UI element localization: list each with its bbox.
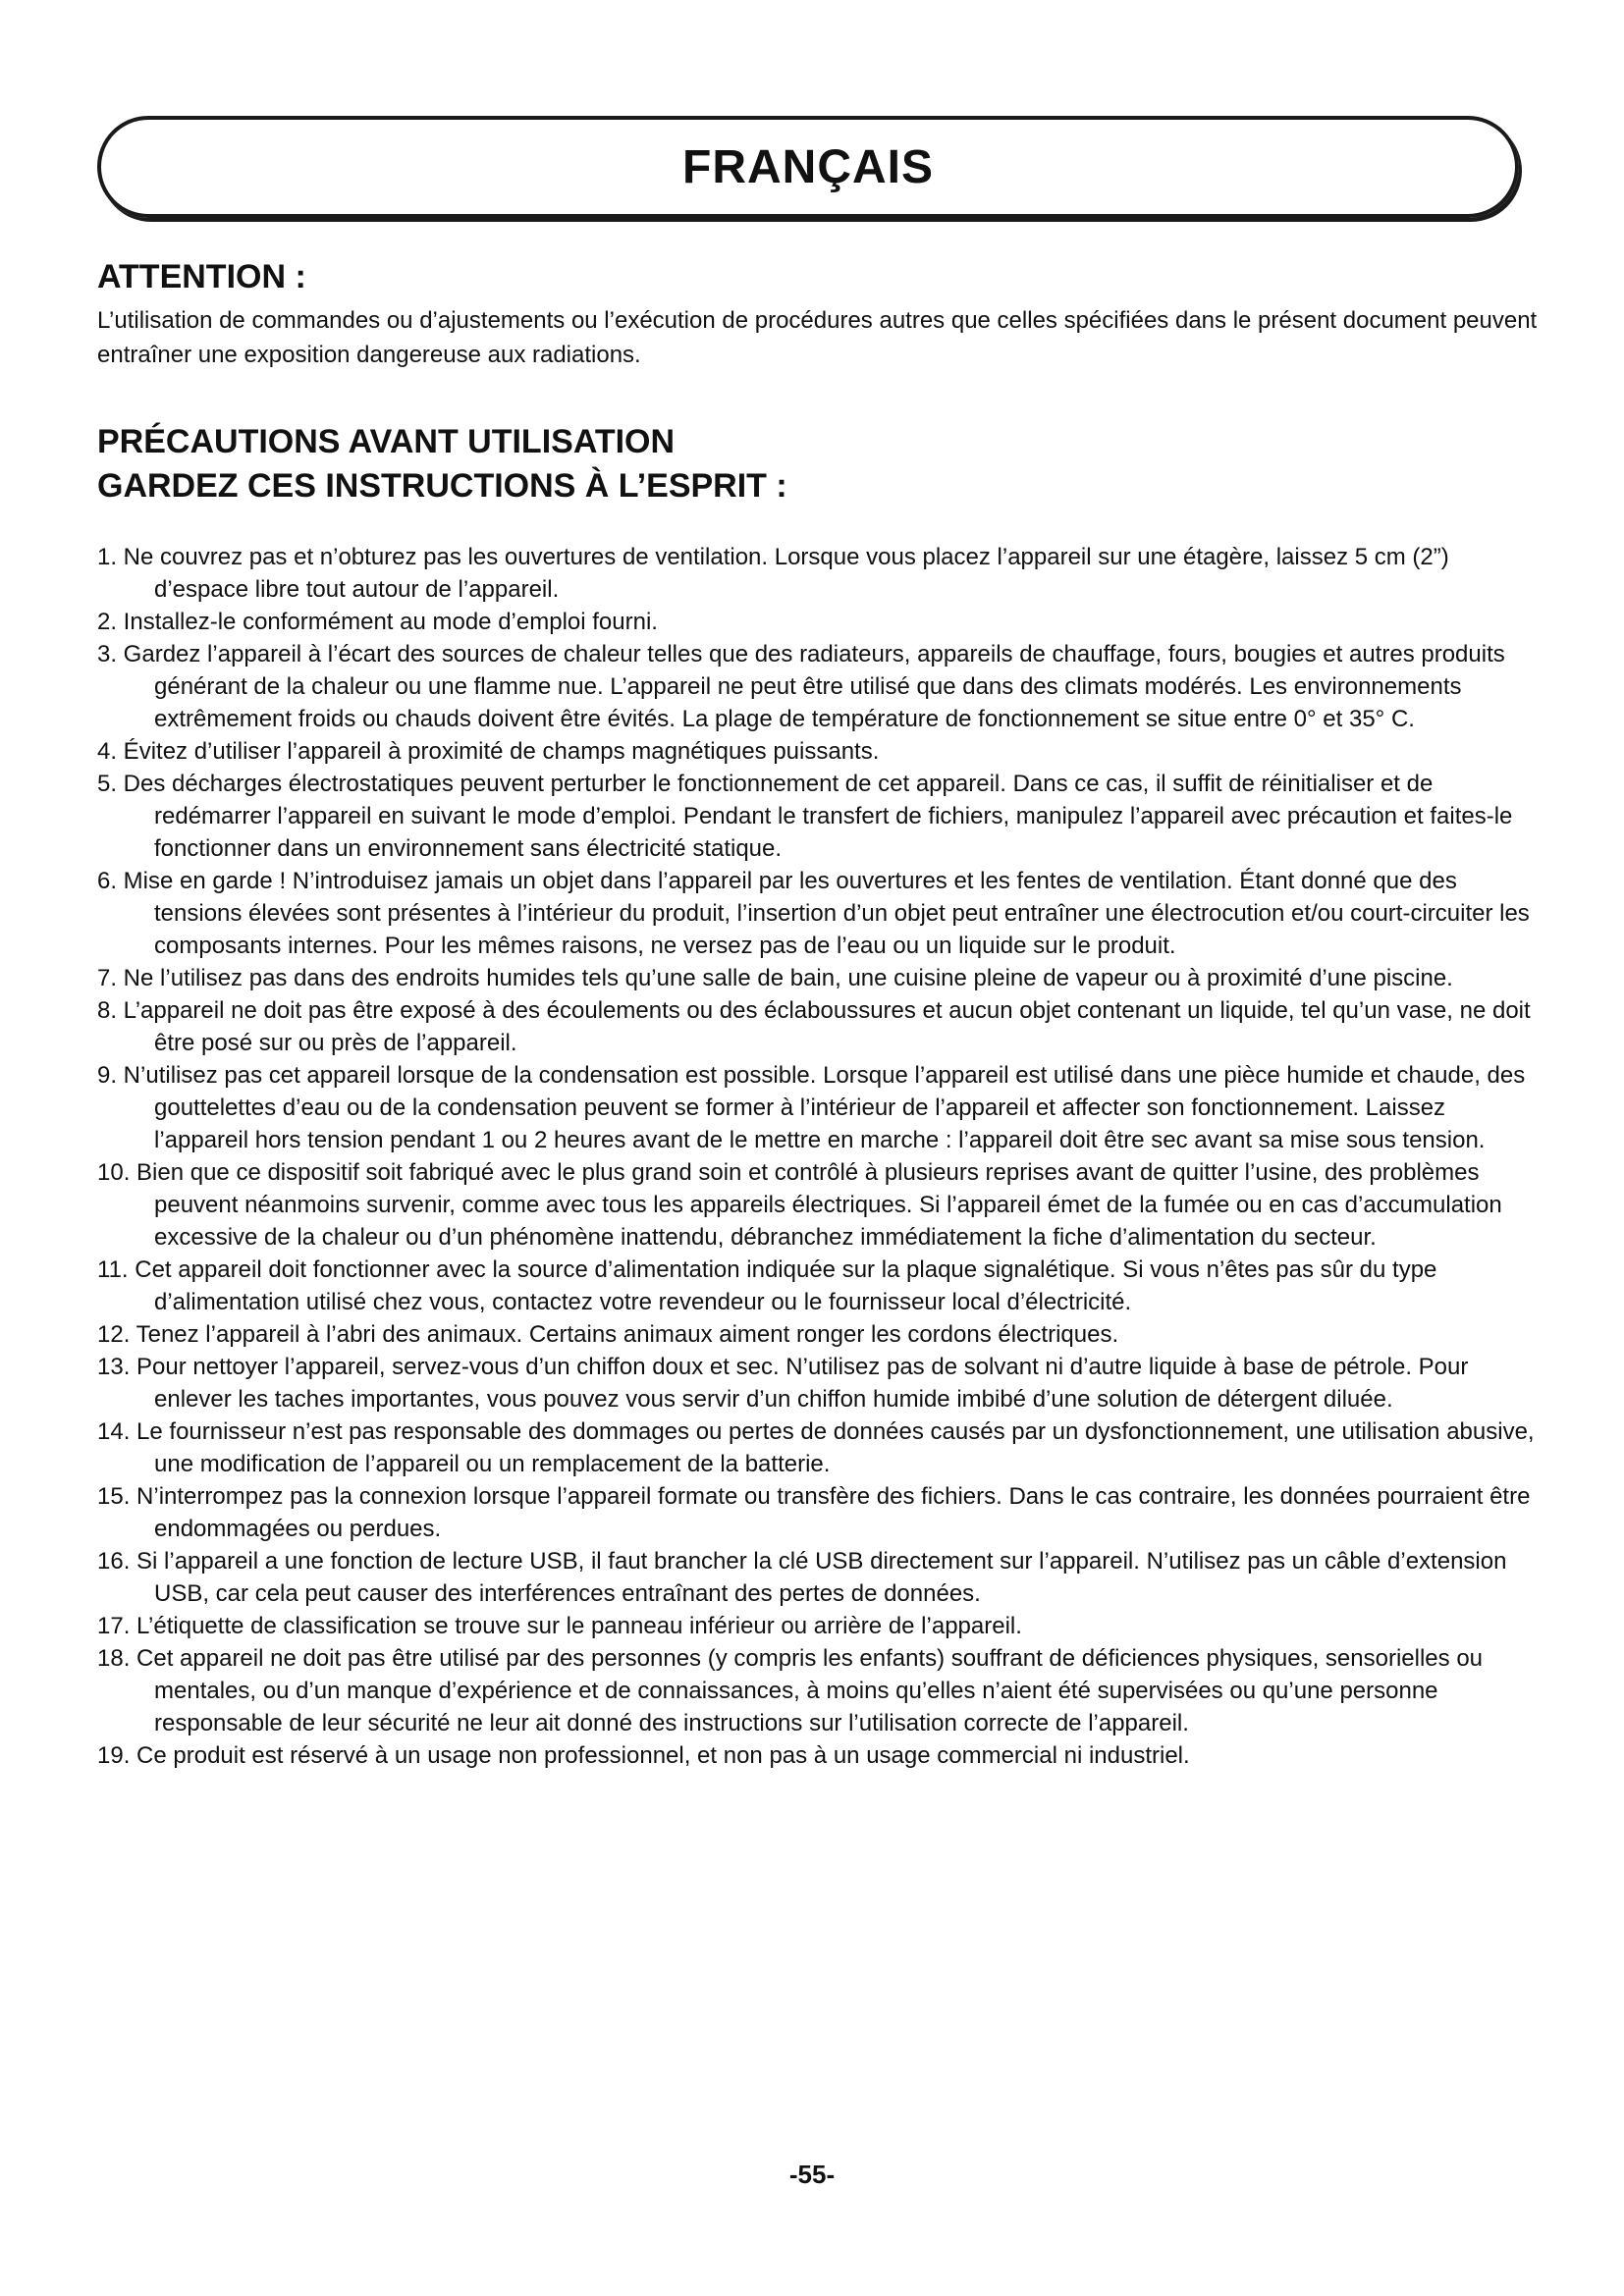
list-item: 13. Pour nettoyer l’appareil, servez-vous d’un chiffon doux et sec. N’utilisez pas de solvant ni d’autre liquide à base de pétrole. Pour enlever les taches importantes, vous pouvez vous servir d’un chiffon humide imbibé d’une solution de détergent diluée. bbox=[97, 1354, 1469, 1413]
list-item: 6. Mise en garde ! N’introduisez jamais un objet dans l’appareil par les ouvertures et les fentes de ventilation. Étant donné que des tensions élevées sont présentes à l’intérieur du produit, l’insertion d’un objet peut entraîner une électrocution et/ou court-circuiter les composants internes. Pour les mêmes raisons, ne versez pas de l’eau ou un liquide sur le produit. bbox=[97, 868, 1530, 959]
attention-heading: ATTENTION : bbox=[97, 258, 306, 295]
list-item: 19. Ce produit est réservé à un usage non professionnel, et non pas à un usage commercial ni industriel. bbox=[97, 1742, 1190, 1769]
list-item: 14. Le fournisseur n’est pas responsable des dommages ou pertes de données causés par un dysfonctionnement, une utilisation abusive, une modification de l’appareil ou un remplacement de la batterie. bbox=[97, 1418, 1535, 1477]
list-item: 7. Ne l’utilisez pas dans des endroits humides tels qu’une salle de bain, une cuisine pleine de vapeur ou à proximité d’une piscine. bbox=[97, 965, 1453, 991]
language-title-banner bbox=[97, 116, 1519, 218]
list-item: 4. Évitez d’utiliser l’appareil à proximité de champs magnétiques puissants. bbox=[97, 738, 880, 765]
page-number: -55- bbox=[788, 2160, 836, 2189]
list-item: 5. Des décharges électrostatiques peuvent perturber le fonctionnement de cet appareil. Dans ce cas, il suffit de réinitialiser et de redémarrer l’appareil en suivant le mode d’emploi. Pendant le transfert de fichiers, manipulez l’appareil avec précaution et faites-le fonctionner dans un environnement sans électricité statique. bbox=[97, 771, 1513, 862]
precautions-list bbox=[97, 541, 1545, 1772]
precautions-heading-line2: GARDEZ CES INSTRUCTIONS À L’ESPRIT : bbox=[97, 467, 787, 505]
list-item: 10. Bien que ce dispositif soit fabriqué avec le plus grand soin et contrôlé à plusieurs reprises avant de quitter l’usine, des problèmes peuvent néanmoins survenir, comme avec tous les appareils électriques. Si l’appareil émet de la fumée ou en cas d’accumulation excessive de la chaleur ou d’un phénomène inattendu, débranchez immédiatement la fiche d’alimentation du secteur. bbox=[97, 1159, 1502, 1251]
precautions-heading-line1: PRÉCAUTIONS AVANT UTILISATION bbox=[97, 423, 676, 460]
list-item: 17. L’étiquette de classification se trouve sur le panneau inférieur ou arrière de l’appareil. bbox=[97, 1613, 1022, 1639]
list-item: 2. Installez-le conformément au mode d’emploi fourni. bbox=[97, 609, 658, 635]
list-item: 8. L’appareil ne doit pas être exposé à des écoulements ou des éclaboussures et aucun objet contenant un liquide, tel qu’un vase, ne doit être posé sur ou près de l’appareil. bbox=[97, 997, 1531, 1056]
precautions-heading bbox=[97, 420, 787, 508]
list-item: 16. Si l’appareil a une fonction de lecture USB, il faut brancher la clé USB directement sur l’appareil. N’utilisez pas un câble d’extension USB, car cela peut causer des interférences entraînant des pertes de données. bbox=[97, 1548, 1507, 1607]
list-item: 15. N’interrompez pas la connexion lorsque l’appareil formate ou transfère des fichiers. Dans le cas contraire, les données pourraient être endommagées ou perdues. bbox=[97, 1483, 1531, 1542]
list-item: 11. Cet appareil doit fonctionner avec la source d’alimentation indiquée sur la plaque signalétique. Si vous n’êtes pas sûr du type d’alimentation utilisé chez vous, contactez votre revendeur ou le fournisseur local d’électricité. bbox=[97, 1256, 1437, 1315]
list-item: 18. Cet appareil ne doit pas être utilisé par des personnes (y compris les enfants) souffrant de déficiences physiques, sensorielles ou mentales, ou d’un manque d’expérience et de connaissances, à moins qu’elles n’aient été supervisées ou qu’une personne responsable de leur sécurité ne leur ait donné des instructions sur l’utilisation correcte de l’appareil. bbox=[97, 1645, 1484, 1736]
page-title: FRANÇAIS bbox=[682, 140, 934, 193]
list-item: 12. Tenez l’appareil à l’abri des animaux. Certains animaux aiment ronger les cordons électriques. bbox=[97, 1321, 1119, 1348]
list-item: 9. N’utilisez pas cet appareil lorsque de la condensation est possible. Lorsque l’appareil est utilisé dans une pièce humide et chaude, des gouttelettes d’eau ou de la condensation peuvent se former à l’intérieur de l’appareil et affecter son fonctionnement. Laissez l’appareil hors tension pendant 1 ou 2 heures avant de le mettre en marche : l’appareil doit être sec avant sa mise sous tension. bbox=[97, 1062, 1526, 1153]
list-item: 1. Ne couvrez pas et n’obturez pas les ouvertures de ventilation. Lorsque vous placez l’appareil sur une étagère, laissez 5 cm (2”) d’espace libre tout autour de l’appareil. bbox=[97, 544, 1449, 603]
attention-text: L’utilisation de commandes ou d’ajustements ou l’exécution de procédures autres que celles spécifiées dans le présent document peuvent entraîner une exposition dangereuse aux radiations. bbox=[97, 307, 1538, 368]
list-item: 3. Gardez l’appareil à l’écart des sources de chaleur telles que des radiateurs, appareils de chauffage, fours, bougies et autres produits générant de la chaleur ou une flamme nue. L’appareil ne peut être utilisé que dans des climats modérés. Les environnements extrêmement froids ou chauds doivent être évités. La plage de température de fonctionnement se situe entre 0° et 35° C. bbox=[97, 641, 1505, 732]
